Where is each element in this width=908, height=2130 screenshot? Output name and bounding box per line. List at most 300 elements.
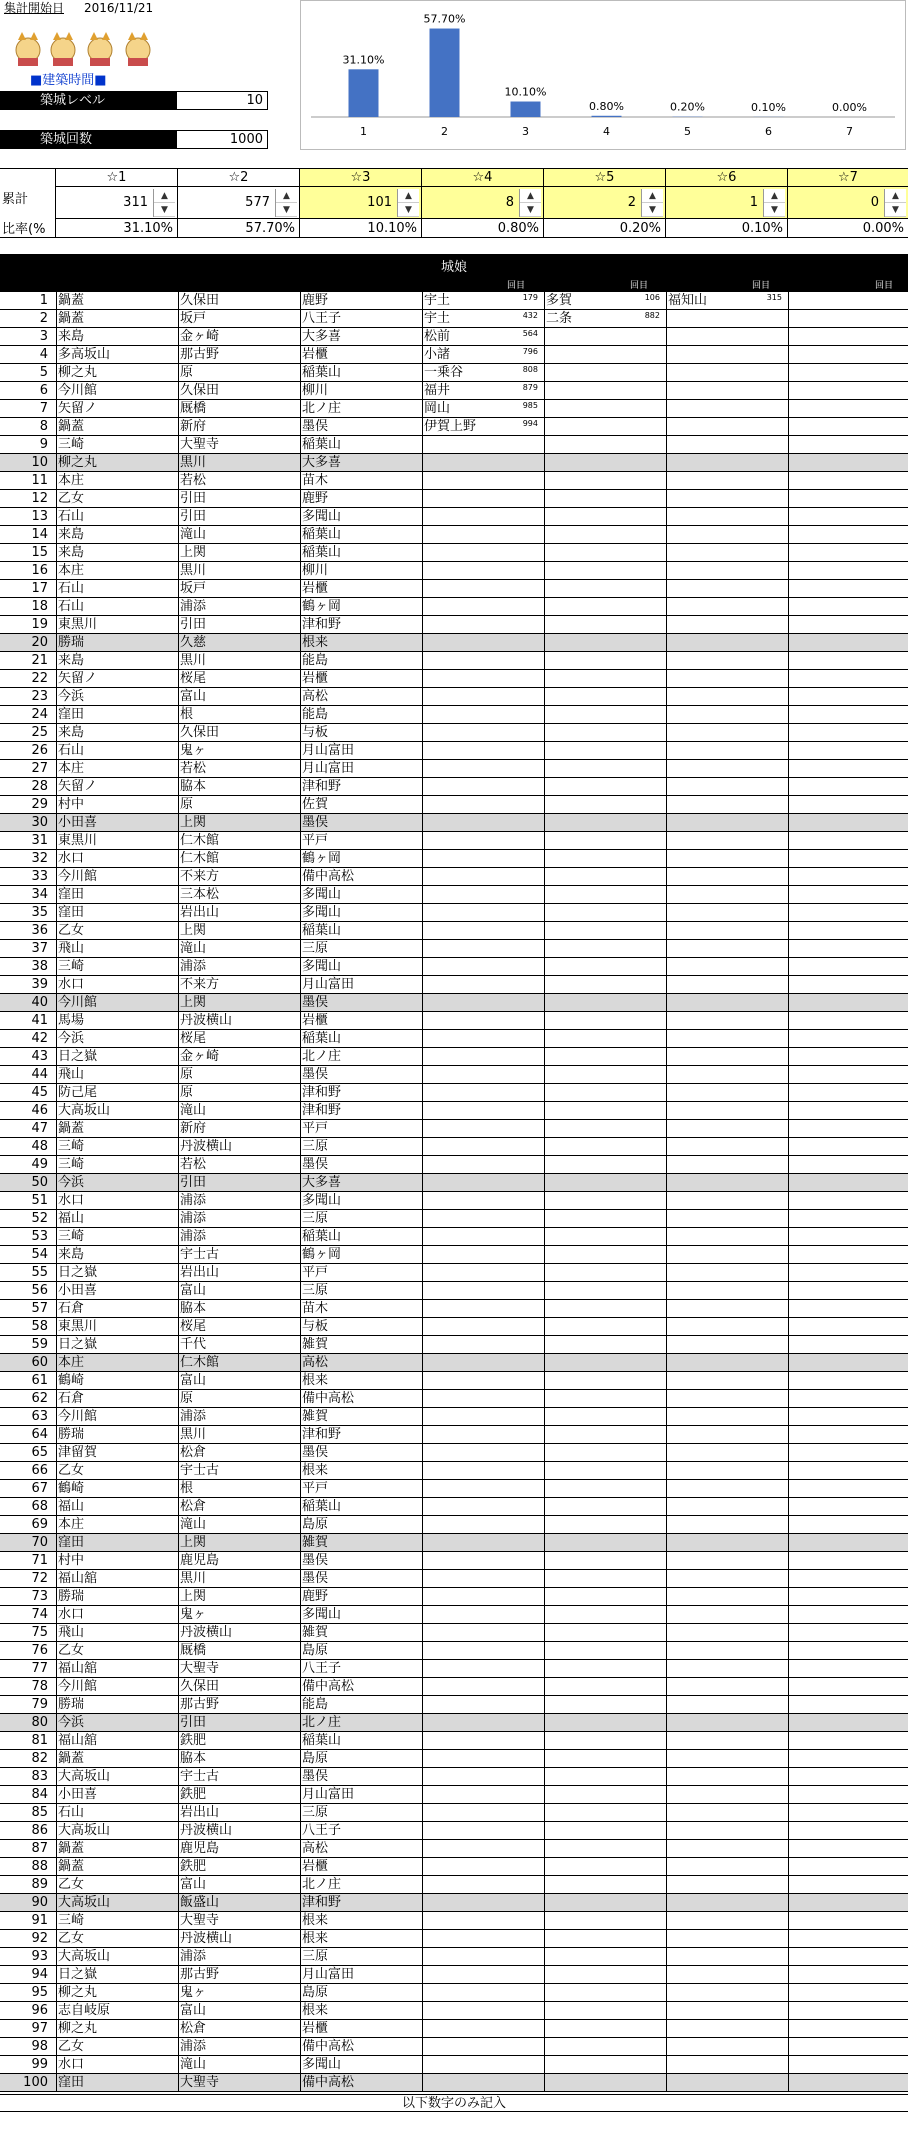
star2-castle[interactable]: 若松 [180,473,207,488]
star3-castle[interactable]: 与板 [302,1319,329,1334]
star2-castle[interactable]: 不来方 [180,869,220,884]
star1-castle[interactable]: 鍋蓋 [58,1751,85,1766]
star2-castle[interactable]: 黒川 [180,1427,207,1442]
star1-castle[interactable]: 石山 [58,1805,85,1820]
star3-castle[interactable]: 備中高松 [302,2039,355,2054]
star3-castle[interactable]: 三原 [302,1805,329,1820]
star1-castle[interactable]: 乙女 [58,1643,85,1658]
star2-castle[interactable]: 黒川 [180,455,207,470]
star2-castle[interactable]: 那古野 [180,1967,220,1982]
star1-castle[interactable]: 本庄 [58,1355,85,1370]
star1-castle[interactable]: 水口 [58,1607,85,1622]
star1-castle[interactable]: 三崎 [58,1913,85,1928]
star1-castle[interactable]: 石山 [58,509,85,524]
star3-castle[interactable]: 北ノ庄 [302,1049,342,1064]
star1-castle[interactable]: 今川館 [58,995,98,1010]
total-value-1[interactable]: 311 [123,195,148,210]
star1-castle[interactable]: 本庄 [58,761,85,776]
star4-castle[interactable] [424,400,542,418]
star1-castle[interactable]: 津留賀 [58,1445,98,1460]
star6-castle[interactable] [668,292,786,310]
star1-castle[interactable]: 柳之丸 [58,2021,98,2036]
spinner-3[interactable] [397,189,419,217]
level-input[interactable]: 10 [176,91,268,110]
star1-castle[interactable]: 日之嶽 [58,1049,98,1064]
star1-castle[interactable]: 福山舘 [58,1733,98,1748]
star3-castle[interactable]: 苗木 [302,473,329,488]
star2-castle[interactable]: 引田 [180,1715,207,1730]
star4-castle[interactable] [424,292,542,310]
star3-castle[interactable]: 雑賀 [302,1337,329,1352]
star3-castle[interactable]: 津和野 [302,1085,342,1100]
star3-castle[interactable]: 岩櫃 [302,1013,329,1028]
star3-castle[interactable]: 多聞山 [302,1607,342,1622]
star1-castle[interactable]: 水口 [58,2057,85,2072]
star1-castle[interactable]: 大高坂山 [58,1103,111,1118]
star1-castle[interactable]: 乙女 [58,1463,85,1478]
star3-castle[interactable]: 三原 [302,1139,329,1154]
star1-castle[interactable]: 矢留ノ [58,779,98,794]
star1-castle[interactable]: 今川館 [58,869,98,884]
star1-castle[interactable]: 石山 [58,581,85,596]
star1-castle[interactable]: 三崎 [58,437,85,452]
star3-castle[interactable]: 津和野 [302,1895,342,1910]
star1-castle[interactable]: 福山舘 [58,1571,98,1586]
star1-castle[interactable]: 来島 [58,653,85,668]
star3-castle[interactable]: 根来 [302,1463,329,1478]
star3-castle[interactable]: 三原 [302,1949,329,1964]
star1-castle[interactable]: 福山 [58,1211,85,1226]
star2-castle[interactable]: 根 [180,1481,194,1496]
star1-castle[interactable]: 飛山 [58,941,85,956]
star1-castle[interactable]: 水口 [58,1193,85,1208]
star1-castle[interactable]: 来島 [58,527,85,542]
star1-castle[interactable]: 乙女 [58,2039,85,2054]
star1-castle[interactable]: 東黒川 [58,617,98,632]
spinner-down-icon[interactable]: ▼ [276,203,297,217]
star2-castle[interactable]: 引田 [180,617,207,632]
star2-castle[interactable]: 上関 [180,923,207,938]
star1-castle[interactable]: 飛山 [58,1067,85,1082]
star2-castle[interactable]: 新府 [180,1121,207,1136]
star2-castle[interactable]: 浦添 [180,1949,207,1964]
star1-castle[interactable]: 今浜 [58,1031,85,1046]
spinner-down-icon[interactable]: ▼ [398,203,419,217]
star3-castle[interactable]: 三原 [302,1283,329,1298]
spinner-down-icon[interactable]: ▼ [764,203,785,217]
star2-castle[interactable]: 鬼ヶ [180,1985,207,2000]
star3-castle[interactable]: 墨俣 [302,1157,329,1172]
star1-castle[interactable]: 日之嶽 [58,1265,98,1280]
star3-castle[interactable]: 稲葉山 [302,437,342,452]
star1-castle[interactable]: 大高坂山 [58,1949,111,1964]
star3-castle[interactable]: 多聞山 [302,2057,342,2072]
star1-castle[interactable]: 鍋蓋 [58,1859,85,1874]
star3-castle[interactable]: 多聞山 [302,959,342,974]
star2-castle[interactable]: 浦添 [180,2039,207,2054]
star1-castle[interactable]: 福山舘 [58,1661,98,1676]
star3-castle[interactable]: 墨俣 [302,1067,329,1082]
star3-castle[interactable]: 根来 [302,1913,329,1928]
star2-castle[interactable]: 引田 [180,1175,207,1190]
star2-castle[interactable]: 黒川 [180,653,207,668]
star2-castle[interactable]: 上関 [180,545,207,560]
star3-castle[interactable]: 八王子 [302,311,342,326]
star1-castle[interactable]: 石山 [58,743,85,758]
star3-castle[interactable]: 月山富田 [302,761,355,776]
star2-castle[interactable]: 宇士古 [180,1769,220,1784]
star2-castle[interactable]: 大聖寺 [180,2075,220,2090]
star3-castle[interactable]: 津和野 [302,617,342,632]
star3-castle[interactable]: 能島 [302,1697,329,1712]
star3-castle[interactable]: 多聞山 [302,1193,342,1208]
star2-castle[interactable]: 黒川 [180,563,207,578]
star2-castle[interactable]: 丹波横山 [180,1625,233,1640]
star1-castle[interactable]: 多高坂山 [58,347,111,362]
star1-castle[interactable]: 鍋蓋 [58,311,85,326]
star5-castle[interactable] [546,310,664,328]
star3-castle[interactable]: 鶴ヶ岡 [302,1247,342,1262]
star3-castle[interactable]: 柳川 [302,563,329,578]
star2-castle[interactable]: 桜尾 [180,671,207,686]
star1-castle[interactable]: 東黒川 [58,1319,98,1334]
star3-castle[interactable]: 根来 [302,2003,329,2018]
star2-castle[interactable]: 久保田 [180,725,220,740]
star2-castle[interactable]: 松倉 [180,2021,207,2036]
star4-castle[interactable] [424,328,542,346]
star1-castle[interactable]: 今川館 [58,383,98,398]
star3-castle[interactable]: 北ノ庄 [302,1877,342,1892]
star1-castle[interactable]: 来島 [58,329,85,344]
star1-castle[interactable]: 本庄 [58,563,85,578]
star3-castle[interactable]: 根来 [302,1931,329,1946]
star4-castle[interactable] [424,418,542,436]
star1-castle[interactable]: 福山 [58,1499,85,1514]
star1-castle[interactable]: 三崎 [58,1139,85,1154]
total-value-5[interactable]: 2 [627,195,636,210]
star2-castle[interactable]: 宇士古 [180,1247,220,1262]
star2-castle[interactable]: 原 [180,1067,194,1082]
star3-castle[interactable]: 稲葉山 [302,545,342,560]
total-value-2[interactable]: 577 [245,195,270,210]
star5-castle[interactable] [546,292,664,310]
star3-castle[interactable]: 月山富田 [302,743,355,758]
star1-castle[interactable]: 柳之丸 [58,455,98,470]
star3-castle[interactable]: 多聞山 [302,509,342,524]
star2-castle[interactable]: 仁木館 [180,833,220,848]
star1-castle[interactable]: 村中 [58,1553,85,1568]
spinner-down-icon[interactable]: ▼ [885,203,906,217]
star2-castle[interactable]: 飯盛山 [180,1895,220,1910]
star3-castle[interactable]: 三原 [302,1211,329,1226]
star1-castle[interactable]: 鍋蓋 [58,293,85,308]
star3-castle[interactable]: 島原 [302,1517,329,1532]
star1-castle[interactable]: 今川館 [58,1679,98,1694]
star2-castle[interactable]: 丹波横山 [180,1823,233,1838]
star2-castle[interactable]: 大聖寺 [180,1661,220,1676]
star3-castle[interactable]: 鹿野 [302,491,329,506]
star3-castle[interactable]: 鹿野 [302,293,329,308]
star3-castle[interactable]: 柳川 [302,383,329,398]
star3-castle[interactable]: 岩櫃 [302,1859,329,1874]
star3-castle[interactable]: 津和野 [302,779,342,794]
star2-castle[interactable]: 若松 [180,1157,207,1172]
star2-castle[interactable]: 根 [180,707,194,722]
star1-castle[interactable]: 乙女 [58,923,85,938]
star3-castle[interactable]: 雑賀 [302,1535,329,1550]
star2-castle[interactable]: 桜尾 [180,1319,207,1334]
spinner-down-icon[interactable]: ▼ [154,203,175,217]
star3-castle[interactable]: 稲葉山 [302,365,342,380]
star3-castle[interactable]: 高松 [302,1841,329,1856]
star1-castle[interactable]: 勝瑞 [58,635,85,650]
star2-castle[interactable]: 浦添 [180,959,207,974]
star1-castle[interactable]: 乙女 [58,1931,85,1946]
star3-castle[interactable]: 多聞山 [302,887,342,902]
star3-castle[interactable]: 三原 [302,941,329,956]
star1-castle[interactable]: 水口 [58,977,85,992]
star2-castle[interactable]: 原 [180,797,194,812]
star1-castle[interactable]: 大高坂山 [58,1769,111,1784]
star1-castle[interactable]: 今浜 [58,1715,85,1730]
star3-castle[interactable]: 雑賀 [302,1409,329,1424]
total-value-7[interactable]: 0 [870,195,879,210]
star3-castle[interactable]: 大多喜 [302,329,342,344]
star3-castle[interactable]: 島原 [302,1985,329,2000]
star3-castle[interactable]: 稲葉山 [302,1499,342,1514]
star2-castle[interactable]: 引田 [180,509,207,524]
star3-castle[interactable]: 備中高松 [302,1679,355,1694]
star2-castle[interactable]: 坂戸 [180,311,207,326]
star2-castle[interactable]: 久保田 [180,1679,220,1694]
star2-castle[interactable]: 脇本 [180,1751,207,1766]
star1-castle[interactable]: 鍋蓋 [58,419,85,434]
star3-castle[interactable]: 鶴ヶ岡 [302,599,342,614]
star2-castle[interactable]: 新府 [180,419,207,434]
star3-castle[interactable]: 鶴ヶ岡 [302,851,342,866]
star2-castle[interactable]: 引田 [180,491,207,506]
star3-castle[interactable]: 稲葉山 [302,1031,342,1046]
star1-castle[interactable]: 勝瑞 [58,1589,85,1604]
star1-castle[interactable]: 小田喜 [58,1787,98,1802]
spinner-4[interactable] [519,189,541,217]
star3-castle[interactable]: 稲葉山 [302,1733,342,1748]
star2-castle[interactable]: 脇本 [180,1301,207,1316]
star2-castle[interactable]: 三本松 [180,887,220,902]
star1-castle[interactable]: 窪田 [58,2075,85,2090]
star3-castle[interactable]: 鹿野 [302,1589,329,1604]
star4-castle[interactable] [424,364,542,382]
star1-castle[interactable]: 今川館 [58,1409,98,1424]
star2-castle[interactable]: 浦添 [180,1229,207,1244]
star3-castle[interactable]: 苗木 [302,1301,329,1316]
star3-castle[interactable]: 平戸 [302,833,329,848]
spinner-up-icon[interactable]: ▲ [520,189,541,203]
star3-castle[interactable]: 津和野 [302,1427,342,1442]
star1-castle[interactable]: 乙女 [58,491,85,506]
star1-castle[interactable]: 柳之丸 [58,1985,98,2000]
star1-castle[interactable]: 石山 [58,599,85,614]
star3-castle[interactable]: 月山富田 [302,1967,355,1982]
star2-castle[interactable]: 松倉 [180,1499,207,1514]
star1-castle[interactable]: 鶴崎 [58,1373,85,1388]
star1-castle[interactable]: 来島 [58,1247,85,1262]
star2-castle[interactable]: 鉄肥 [180,1859,207,1874]
star3-castle[interactable]: 墨俣 [302,995,329,1010]
count-input[interactable]: 1000 [176,130,268,149]
star2-castle[interactable]: 浦添 [180,599,207,614]
star1-castle[interactable]: 本庄 [58,473,85,488]
star1-castle[interactable]: 馬場 [58,1013,85,1028]
star3-castle[interactable]: 根来 [302,1373,329,1388]
star1-castle[interactable]: 日之嶽 [58,1337,98,1352]
star1-castle[interactable]: 来島 [58,545,85,560]
star2-castle[interactable]: 宇士古 [180,1463,220,1478]
star3-castle[interactable]: 墨俣 [302,1445,329,1460]
star3-castle[interactable]: 備中高松 [302,1391,355,1406]
star3-castle[interactable]: 備中高松 [302,2075,355,2090]
spinner-up-icon[interactable]: ▲ [276,189,297,203]
star2-castle[interactable]: 浦添 [180,1409,207,1424]
star2-castle[interactable]: 金ヶ崎 [180,1049,220,1064]
star3-castle[interactable]: 雑賀 [302,1625,329,1640]
star2-castle[interactable]: 鉄肥 [180,1787,207,1802]
star3-castle[interactable]: 多聞山 [302,905,342,920]
star2-castle[interactable]: 原 [180,1085,194,1100]
star2-castle[interactable]: 丹波横山 [180,1931,233,1946]
star2-castle[interactable]: 厩橋 [180,1643,207,1658]
star2-castle[interactable]: 原 [180,1391,194,1406]
total-value-6[interactable]: 1 [749,195,758,210]
star2-castle[interactable]: 滝山 [180,527,207,542]
star2-castle[interactable]: 久慈 [180,635,207,650]
star2-castle[interactable]: 滝山 [180,941,207,956]
build-time-link[interactable]: ■建築時間■ [30,73,107,88]
star2-castle[interactable]: 岩出山 [180,1265,220,1280]
star1-castle[interactable]: 鶴崎 [58,1481,85,1496]
star3-castle[interactable]: 墨俣 [302,1553,329,1568]
star3-castle[interactable]: 島原 [302,1643,329,1658]
star2-castle[interactable]: 桜尾 [180,1031,207,1046]
spinner-2[interactable] [275,189,297,217]
star3-castle[interactable]: 津和野 [302,1103,342,1118]
star3-castle[interactable]: 高松 [302,1355,329,1370]
star4-castle[interactable] [424,382,542,400]
star1-castle[interactable]: 大高坂山 [58,1895,111,1910]
star2-castle[interactable]: 大聖寺 [180,1913,220,1928]
star1-castle[interactable]: 村中 [58,797,85,812]
star2-castle[interactable]: 上関 [180,815,207,830]
spinner-up-icon[interactable]: ▲ [154,189,175,203]
star1-castle[interactable]: 勝瑞 [58,1697,85,1712]
star1-castle[interactable]: 防己尾 [58,1085,98,1100]
star1-castle[interactable]: 窪田 [58,707,85,722]
spinner-up-icon[interactable]: ▲ [885,189,906,203]
spinner-6[interactable] [763,189,785,217]
star1-castle[interactable]: 石倉 [58,1391,85,1406]
star3-castle[interactable]: 月山富田 [302,977,355,992]
star1-castle[interactable]: 石倉 [58,1301,85,1316]
star2-castle[interactable]: 金ヶ崎 [180,329,220,344]
star2-castle[interactable]: 千代 [180,1337,207,1352]
star2-castle[interactable]: 滝山 [180,1517,207,1532]
star1-castle[interactable]: 三崎 [58,1157,85,1172]
star2-castle[interactable]: 黒川 [180,1571,207,1586]
star1-castle[interactable]: 矢留ノ [58,671,98,686]
star1-castle[interactable]: 矢留ノ [58,401,98,416]
star3-castle[interactable]: 平戸 [302,1121,329,1136]
star2-castle[interactable]: 厩橋 [180,401,207,416]
star1-castle[interactable]: 小田喜 [58,1283,98,1298]
star3-castle[interactable]: 八王子 [302,1661,342,1676]
star1-castle[interactable]: 水口 [58,851,85,866]
star2-castle[interactable]: 久保田 [180,293,220,308]
star2-castle[interactable]: 丹波横山 [180,1013,233,1028]
star3-castle[interactable]: 能島 [302,653,329,668]
star3-castle[interactable]: 稲葉山 [302,1229,342,1244]
star1-castle[interactable]: 本庄 [58,1517,85,1532]
star4-castle[interactable] [424,346,542,364]
star3-castle[interactable]: 岩櫃 [302,581,329,596]
star2-castle[interactable]: 浦添 [180,1193,207,1208]
spinner-down-icon[interactable]: ▼ [642,203,663,217]
star2-castle[interactable]: 浦添 [180,1211,207,1226]
star2-castle[interactable]: 富山 [180,1283,207,1298]
star3-castle[interactable]: 能島 [302,707,329,722]
spinner-1[interactable] [153,189,175,217]
star2-castle[interactable]: 若松 [180,761,207,776]
star3-castle[interactable]: 墨俣 [302,419,329,434]
star3-castle[interactable]: 墨俣 [302,1769,329,1784]
star3-castle[interactable]: 岩櫃 [302,2021,329,2036]
star3-castle[interactable]: 大多喜 [302,1175,342,1190]
star3-castle[interactable]: 備中高松 [302,869,355,884]
star1-castle[interactable]: 勝瑞 [58,1427,85,1442]
star2-castle[interactable]: 上関 [180,1535,207,1550]
star2-castle[interactable]: 滝山 [180,1103,207,1118]
star1-castle[interactable]: 小田喜 [58,815,98,830]
star3-castle[interactable]: 佐賀 [302,797,329,812]
spinner-down-icon[interactable]: ▼ [520,203,541,217]
star2-castle[interactable]: 上関 [180,1589,207,1604]
star3-castle[interactable]: 与板 [302,725,329,740]
spinner-up-icon[interactable]: ▲ [764,189,785,203]
star2-castle[interactable]: 岩出山 [180,1805,220,1820]
star1-castle[interactable]: 鍋蓋 [58,1841,85,1856]
star2-castle[interactable]: 富山 [180,689,207,704]
star1-castle[interactable]: 窪田 [58,1535,85,1550]
star1-castle[interactable]: 大高坂山 [58,1823,111,1838]
star1-castle[interactable]: 窪田 [58,905,85,920]
star2-castle[interactable]: 不来方 [180,977,220,992]
star1-castle[interactable]: 乙女 [58,1877,85,1892]
star2-castle[interactable]: 那古野 [180,1697,220,1712]
total-value-3[interactable]: 101 [367,195,392,210]
spinner-up-icon[interactable]: ▲ [398,189,419,203]
star1-castle[interactable]: 日之嶽 [58,1967,98,1982]
spinner-7[interactable] [884,189,906,217]
star1-castle[interactable]: 三崎 [58,959,85,974]
star1-castle[interactable]: 三崎 [58,1229,85,1244]
star2-castle[interactable]: 原 [180,365,194,380]
star3-castle[interactable]: 北ノ庄 [302,1715,342,1730]
star1-castle[interactable]: 東黒川 [58,833,98,848]
star1-castle[interactable]: 窪田 [58,887,85,902]
star2-castle[interactable]: 久保田 [180,383,220,398]
star2-castle[interactable]: 大聖寺 [180,437,220,452]
star3-castle[interactable]: 島原 [302,1751,329,1766]
star3-castle[interactable]: 墨俣 [302,1571,329,1586]
